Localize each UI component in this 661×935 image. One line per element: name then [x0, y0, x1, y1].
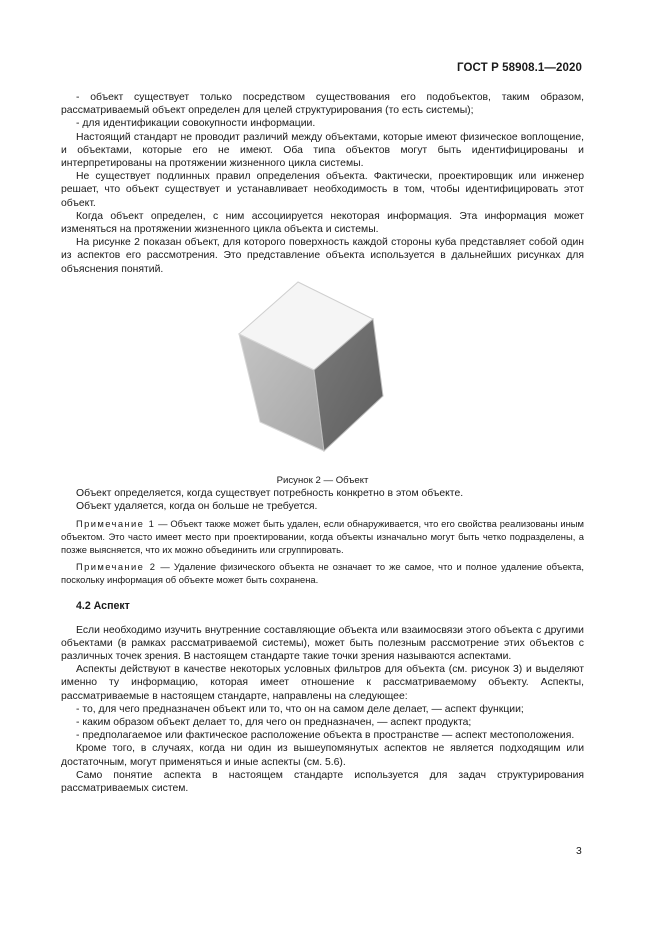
paragraph: Если необходимо изучить внутренние составляющие объекта или взаимосвязи этого объекта с другими объектами (в рамках рассматриваемой системы), может быть полезным рассмотрение этих объектов с различных точек зрения. В настоящем стандарте такие точки зрения называются аспектами.: [61, 624, 584, 663]
list-item: - то, для чего предназначен объект или то, что он на самом деле делает, — аспект функции;: [76, 703, 524, 715]
list-item: - предполагаемое или фактическое расположение объекта в пространстве — аспект местоположения.: [76, 730, 575, 742]
paragraph: Объект определяется, когда существует потребность конкретно в этом объекте.: [76, 488, 464, 500]
section-title: 4.2 Аспект: [76, 600, 130, 613]
paragraph: Аспекты действуют в качестве некоторых условных фильтров для объекта (см. рисунок 3) и выделяют именно ту информацию, которая имеет отношение к рассматриваемому объекту. Аспекты, рассматриваемые в настоящем стандарте, направлены на следующее:: [61, 664, 584, 702]
note-label: Примечание 2: [76, 561, 157, 573]
page-number: 3: [576, 846, 582, 857]
paragraph: Когда объект определен, с ним ассоциируется некоторая информация. Эта информация может изменяться на протяжении жизненного цикла объекта и системы.: [61, 210, 584, 236]
list-item: - каким образом объект делает то, для чего он предназначен, — аспект продукта;: [76, 717, 472, 729]
paragraph: На рисунке 2 показан объект, для которого поверхность каждой стороны куба представляет собой один из аспектов его рассмотрения. Это представление объекта используется в дальнейших рисунках для объяснения понятий.: [61, 237, 584, 275]
note-2: [61, 561, 584, 586]
note-label: Примечание 1: [76, 518, 156, 530]
paragraph: Кроме того, в случаях, когда ни один из вышеупомянутых аспектов не является подходящим или достаточным, могут применяться и иные аспекты (см. 5.6).: [61, 743, 584, 768]
paragraph: Само понятие аспекта в настоящем стандарте используется для задач структурирования рассматриваемых систем.: [61, 769, 584, 795]
paragraph: - для идентификации совокупности информации.: [76, 118, 316, 130]
document-body: [61, 91, 584, 795]
document-header: ГОСТ Р 58908.1—2020: [457, 62, 582, 74]
paragraph: Не существует подлинных правил определения объекта. Фактически, проектировщик или инженер решает, что объект существует и устанавливает необходимость в том, чтобы идентифицировать этот объект.: [61, 171, 584, 209]
figure-caption: Рисунок 2 — Объект: [276, 474, 369, 486]
paragraph: - объект существует только посредством существования его подобъектов, таким образом, рассматриваемый объект определен для целей структурирования (то есть системы);: [61, 92, 584, 117]
note-text: — Удаление физического объекта не означает то же самое, что и полное удаление объекта, поскольку информация об объекте может быть сохранена.: [61, 561, 584, 585]
paragraph: Настоящий стандарт не проводит различий между объектами, которые имеют физическое воплощение, и объектами, которые его не имеют. Оба типа объектов могут быть идентифицированы и интерпретированы на протяжении жизненного цикла системы.: [61, 131, 584, 170]
note-text: — Объект также может быть удален, если обнаруживается, что его свойства реализованы иным объектом. Это часто имеет место при проектировании, когда объекты изначально могут быть четко подразделены, а позже выясняется, что их можно объединить или сгруппировать.: [61, 518, 584, 555]
cube-illustration: [236, 276, 396, 461]
paragraph: Объект удаляется, когда он больше не требуется.: [76, 501, 318, 513]
figure-cube: [61, 276, 584, 474]
note-1: [61, 518, 584, 556]
